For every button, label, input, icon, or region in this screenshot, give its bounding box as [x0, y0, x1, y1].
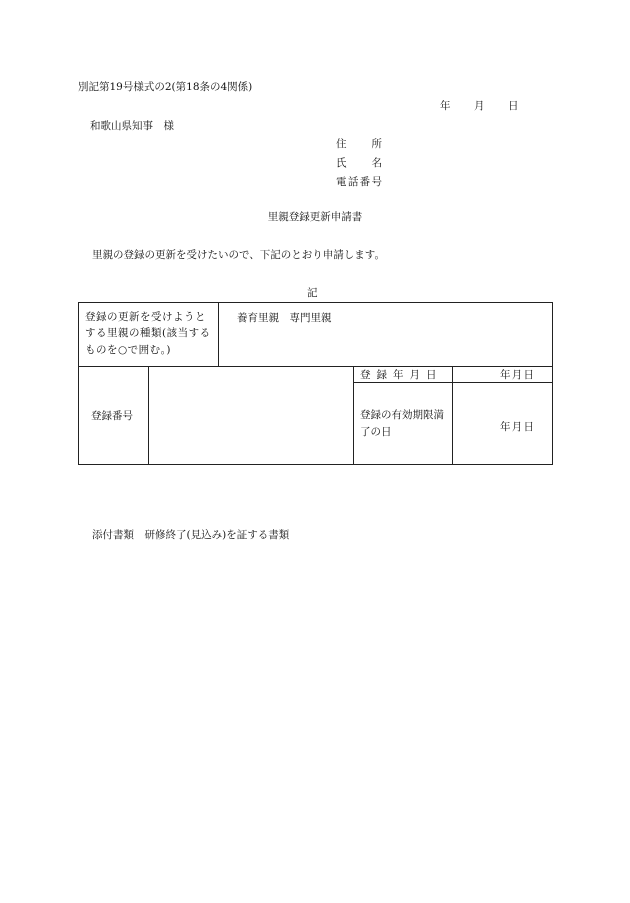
- addressee: 和歌山県知事 様: [90, 120, 174, 132]
- month-label: 月: [511, 369, 523, 381]
- type-value: 養育里親 専門里親: [219, 303, 553, 367]
- day-label: 日: [523, 421, 535, 433]
- day-label: 日: [523, 369, 535, 381]
- registration-date-label: 登録年月日: [354, 367, 453, 383]
- year-label: 年: [500, 421, 511, 433]
- year-label: 年: [500, 369, 511, 381]
- expiry-label: 登録の有効期限満了の日: [354, 383, 453, 465]
- type-label: 登録の更新を受けようとする里親の種類(該当するものを○で囲む。): [79, 303, 219, 367]
- form-reference: 別記第19号様式の2(第18条の4関係): [78, 81, 253, 93]
- expiry-value[interactable]: [453, 383, 553, 465]
- address-label: 住所: [336, 138, 382, 150]
- date-line: [440, 101, 519, 112]
- registration-date-value[interactable]: [453, 367, 553, 383]
- address-field: [336, 139, 382, 150]
- attachment-note: 添付書類 研修終了(見込み)を証する書類: [92, 529, 290, 541]
- intro-text: 里親の登録の更新を受けたいので、下記のとおり申請します。: [92, 249, 385, 261]
- ki-heading: 記: [307, 287, 318, 299]
- registration-number-value[interactable]: [149, 367, 354, 465]
- document-title: 里親登録更新申請書: [267, 211, 363, 223]
- year-label: 年: [440, 100, 451, 112]
- month-label: 月: [474, 100, 485, 112]
- name-field: [336, 158, 382, 169]
- registration-number-label: 登録番号: [79, 367, 149, 465]
- type-row: [79, 303, 553, 367]
- registration-row-1: [79, 367, 553, 383]
- name-label: 氏名: [336, 157, 382, 169]
- application-table: [78, 302, 553, 465]
- phone-label: 電話番号: [336, 176, 382, 188]
- phone-field: [336, 177, 382, 188]
- month-label: 月: [511, 421, 523, 433]
- day-label: 日: [508, 100, 519, 112]
